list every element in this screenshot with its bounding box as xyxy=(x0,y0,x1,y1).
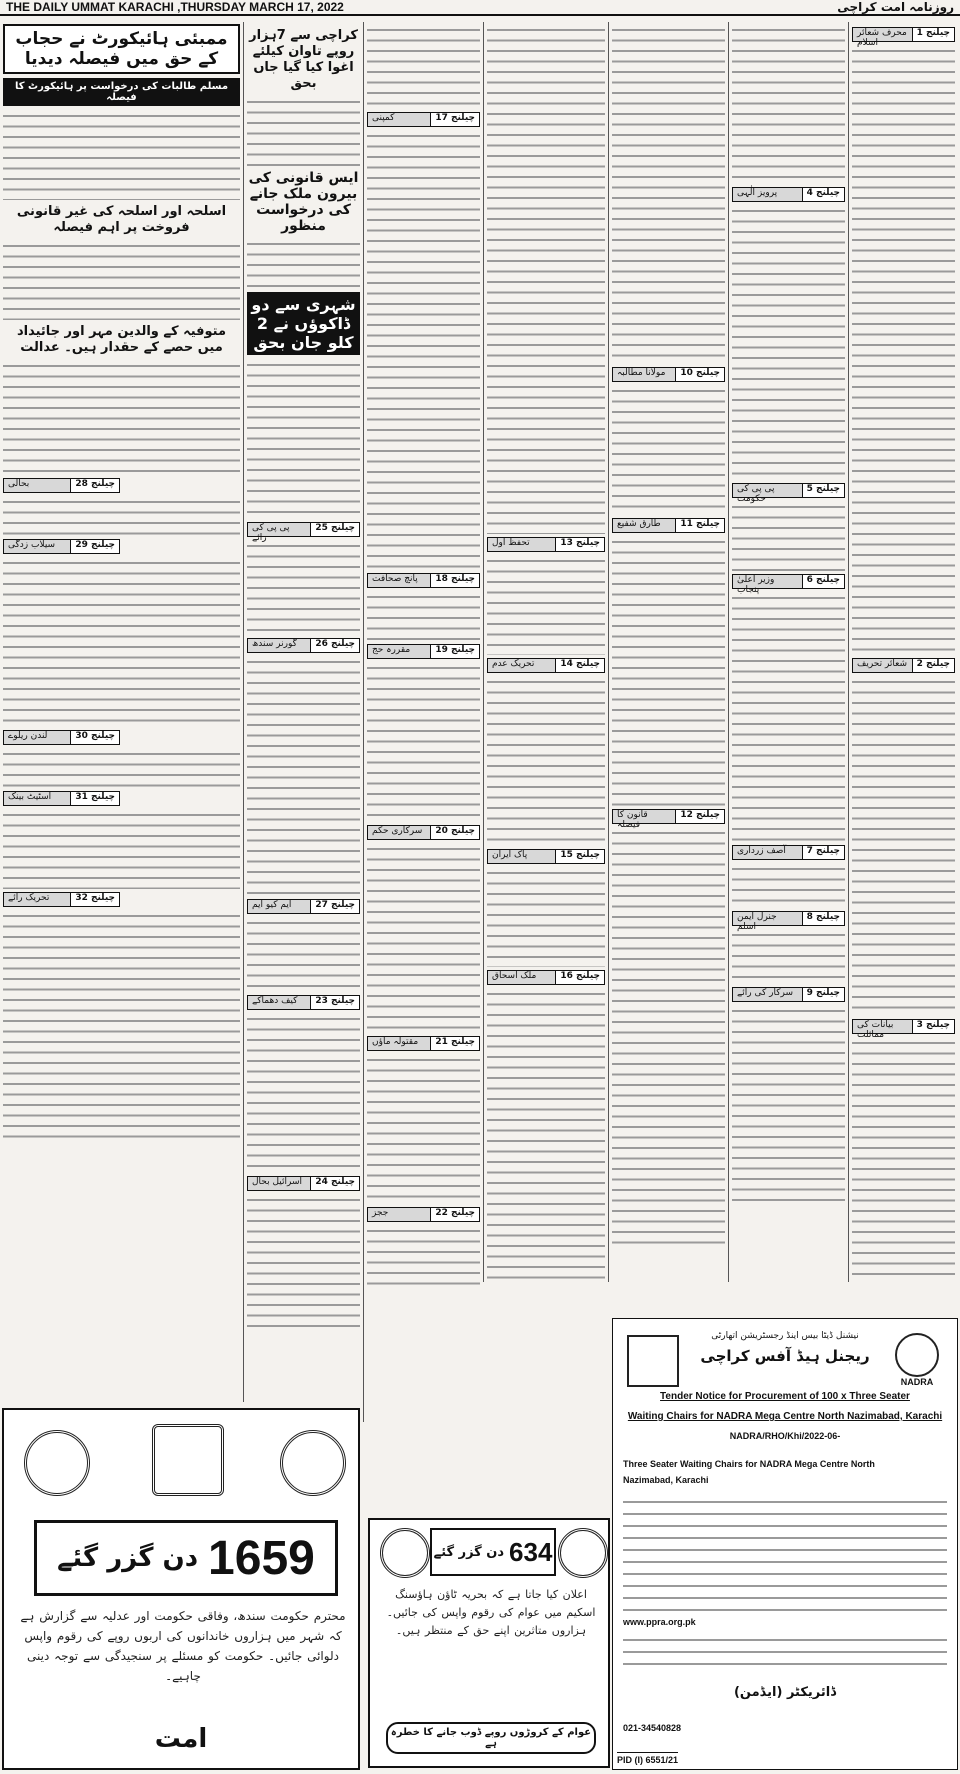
tender-point1b: Nazimabad, Karachi xyxy=(623,1475,709,1485)
item-21: چیلنج 21 مقتولہ ماؤں xyxy=(367,1036,480,1051)
item-26: چیلنج 26 گورنر سندھ xyxy=(247,638,360,653)
column-5 xyxy=(363,22,483,1422)
item-22: چیلنج 22 ججز xyxy=(367,1207,480,1222)
item-24: چیلنج 24 اسرائیل بحال xyxy=(247,1176,360,1191)
tender-signatory: ڈائریکٹر (ایڈمن) xyxy=(733,1685,837,1700)
item-9: چیلنج 9 سرکار کی رائے xyxy=(732,987,845,1002)
item-30: چیلنج 30 لندن ریلوے xyxy=(3,730,120,745)
tender-office: ریجنل ہیڈ آفس کراچی xyxy=(700,1347,870,1365)
body-text xyxy=(852,676,955,1016)
ad-634-headline xyxy=(430,1528,556,1576)
item-12: چیلنج 12 قانون کا فیصلہ xyxy=(612,809,725,824)
item-18: چیلنج 18 پانچ صحافت xyxy=(367,573,480,588)
tender-pid: PID (I) 6551/21 xyxy=(617,1752,678,1765)
item-32: چیلنج 32 تحریک رائے xyxy=(3,892,120,907)
item-17: چیلنج 17 کمپنی xyxy=(367,112,480,127)
item-4: چیلنج 4 پرویز الٰہی xyxy=(732,187,845,202)
masthead-english: THE DAILY UMMAT KARACHI ,THURSDAY MARCH 17, 2022 xyxy=(6,0,344,14)
item-2: چیلنج 2 شعائر تحریف xyxy=(852,658,955,673)
item-20: چیلنج 20 سرکاری حکم xyxy=(367,825,480,840)
item-31: چیلنج 31 اسٹیٹ بینک xyxy=(3,791,120,806)
masthead-urdu: روزنامہ امت کراچی xyxy=(837,0,954,14)
item-29: چیلنج 29 سیلاب زدگی xyxy=(3,539,120,554)
seal-icon xyxy=(24,1430,90,1496)
body-text xyxy=(852,45,955,655)
nadra-tender-notice xyxy=(612,1318,958,1770)
column-7 xyxy=(0,22,243,1402)
body-text xyxy=(852,1037,955,1282)
nadra-logo-icon xyxy=(895,1333,939,1377)
item-6: چیلنج 6 وزیر اعلیٰ پنجاب xyxy=(732,574,845,589)
column-3 xyxy=(608,22,728,1282)
tender-subtitle: Waiting Chairs for NADRA Mega Centre North Nazimabad, Karachi xyxy=(627,1411,943,1422)
ad-1659-body: محترم حکومت سندھ، وفاقی حکومت اور عدلیہ سے گزارش ہے کہ شہر میں ہزاروں خاندانوں کی اربوں روپے کی رقوم واپس دلوائی جائیں۔ حکومت کو مسئلے پر سنجیدگی سے توجہ دینی چاہیے۔ xyxy=(20,1609,346,1683)
masthead xyxy=(0,0,960,16)
headline-travel: ایس قانونی کی بیرون ملک جانے کی درخواست منظور xyxy=(248,170,359,234)
headline-arms: اسلحہ اور اسلحہ کی غیر قانونی فروخت پر اہم فیصلہ xyxy=(16,204,227,235)
item-10: چیلنج 10 مولانا مطالبہ xyxy=(612,367,725,382)
house-icon xyxy=(280,1430,346,1496)
ad-634-count: 634 xyxy=(509,1536,553,1567)
ad-1659-days xyxy=(2,1408,360,1770)
item-28: چیلنج 28 بحالی xyxy=(3,478,120,493)
tender-point1: Three Seater Waiting Chairs for NADRA Mega Centre North xyxy=(623,1459,875,1469)
emblem-icon xyxy=(558,1528,608,1578)
tender-body xyxy=(623,1495,947,1611)
item-14: چیلنج 14 تحریک عدم xyxy=(487,658,605,673)
item-16: چیلنج 16 ملک اسحاق xyxy=(487,970,605,985)
ad-634-banner: عوام کے کروڑوں روپے ڈوب جانے کا خطرہ ہے xyxy=(386,1722,596,1754)
tender-title: Tender Notice for Procurement of 100 x Three Seater xyxy=(660,1391,910,1402)
nadra-logo-text: NADRA xyxy=(900,1377,934,1387)
item-27: چیلنج 27 ایم کیو ایم xyxy=(247,899,360,914)
column-6 xyxy=(243,22,363,1402)
tender-website[interactable]: www.ppra.org.pk xyxy=(623,1617,696,1627)
item-19: چیلنج 19 مقررہ حج xyxy=(367,644,480,659)
item-8: چیلنج 8 جنرل ایمن اسلم xyxy=(732,911,845,926)
ad-1659-count: 1659 xyxy=(208,1531,315,1585)
item-1: چیلنج 1 محرف شعائر اسلام xyxy=(852,27,955,42)
tender-phone: 021-34540828 xyxy=(623,1723,682,1733)
ad-1659-suffix: دن گزر گئے xyxy=(57,1543,199,1573)
item-11: چیلنج 11 طارق شفیع xyxy=(612,518,725,533)
item-7: چیلنج 7 آصف زرداری xyxy=(732,845,845,860)
headline-box: شہری سے دو ڈاکوؤں نے 2 کلو جان بحق xyxy=(247,292,360,355)
column-2 xyxy=(728,22,848,1282)
ummat-logo: امت xyxy=(154,1724,208,1754)
item-25: چیلنج 25 پی پی کی رائے xyxy=(247,522,360,537)
item-23: چیلنج 23 کیف دھماکے xyxy=(247,995,360,1010)
hijab-banner: ممبئی ہائیکورٹ نے حجاب کے حق میں فیصلہ دیدیا xyxy=(3,24,240,74)
ad-634-suffix: دن گزر گئے xyxy=(433,1544,505,1560)
tender-org: نیشنل ڈیٹا بیس اینڈ رجسٹریشن اتھارٹی xyxy=(711,1331,859,1341)
item-5: چیلنج 5 پی پی کی حکومت xyxy=(732,483,845,498)
seal-icon xyxy=(380,1528,430,1578)
emblem-icon xyxy=(152,1424,224,1496)
headline-inheritance: متوفیہ کے والدین مہر اور جائیداد میں حصے کے حقدار ہیں۔ عدالت xyxy=(16,324,227,355)
ad-634-days xyxy=(368,1518,610,1768)
headline-kidnap: کراچی سے 7ہزار روپے تاوان کیلئے اغوا کیا گیا جاں بحق xyxy=(249,28,358,91)
tender-ref: NADRA/RHO/Khi/2022-06- xyxy=(729,1431,841,1441)
column-4 xyxy=(483,22,608,1282)
item-3: چیلنج 3 بیانات کی مماثلت xyxy=(852,1019,955,1034)
ad-1659-headline xyxy=(34,1520,338,1596)
hijab-sub: مسلم طالبات کی درخواست پر ہائیکورٹ کا فیصلہ xyxy=(3,78,240,106)
ad-634-body: اعلان کیا جاتا ہے کہ بحریہ ٹاؤن ہاؤسنگ اسکیم میں عوام کی رقوم واپس کی جائیں۔ ہزاروں متاثرین اپنے حق کے منتظر ہیں۔ xyxy=(386,1588,596,1637)
item-13: چیلنج 13 تحفظ اول xyxy=(487,537,605,552)
item-15: چیلنج 15 پاک ایران xyxy=(487,849,605,864)
nadra-logo xyxy=(891,1333,943,1391)
column-1 xyxy=(848,22,958,1282)
tender-body-2 xyxy=(623,1633,947,1673)
nadra-emblem-icon xyxy=(627,1335,679,1387)
